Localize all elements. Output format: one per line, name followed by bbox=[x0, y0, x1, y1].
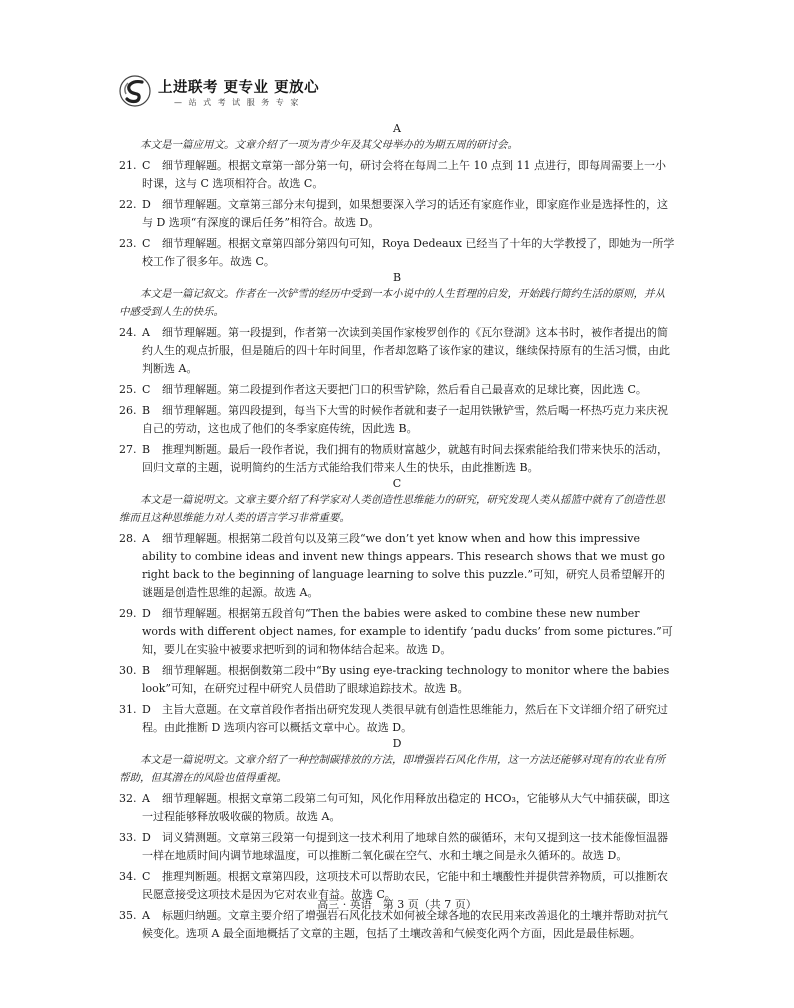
answer-item bbox=[119, 157, 675, 193]
answer-item bbox=[119, 381, 675, 399]
explanation-text: 细节理解题。根据文章第一部分第一句，研讨会将在每周二上午 10 点到 11 点进行，即每周需要上一小时课，这与 C 选项相符合。故选 C。 bbox=[142, 159, 666, 190]
explanation-text: 推理判断题。最后一段作者说，我们拥有的物质财富越少，就越有时间去探索能给我们带来快乐的活动，回归文章的主题，说明简约的生活方式能给我们带来人生的快乐，由此推断选 B。 bbox=[142, 443, 668, 474]
answer-letter: A bbox=[142, 326, 150, 339]
answer-item bbox=[119, 829, 675, 865]
answer-letter: A bbox=[142, 792, 150, 805]
question-number: 35. bbox=[119, 909, 137, 922]
question-number: 25. bbox=[119, 383, 137, 396]
page-header bbox=[118, 72, 418, 112]
answer-letter: A bbox=[142, 909, 150, 922]
section-intro: 本文是一篇记叙文。作者在一次铲雪的经历中受到一本小说中的人生哲理的启发，开始践行简约生活的原则，并从中感受到人生的快乐。 bbox=[119, 288, 665, 318]
question-number: 24. bbox=[119, 326, 137, 339]
explanation-text: 细节理解题。第四段提到，每当下大雪的时候作者就和妻子一起用铁锹铲雪，然后喝一杯热巧克力来庆祝自己的劳动，这也成了他们的冬季家庭传统，因此选 B。 bbox=[142, 404, 668, 435]
question-number: 34. bbox=[119, 870, 137, 883]
section-intro: 本文是一篇应用文。文章介绍了一项为青少年及其父母举办的为期五周的研讨会。 bbox=[140, 139, 518, 151]
answer-item bbox=[119, 324, 675, 378]
explanation-text: 细节理解题。根据文章第四部分第四句可知，Roya Dedeaux 已经当了十年的大学教授了，即她为一所学校工作了很多年。故选 C。 bbox=[142, 237, 675, 268]
question-number: 26. bbox=[119, 404, 137, 417]
answer-letter: D bbox=[142, 831, 151, 844]
section-letter: A bbox=[393, 122, 401, 135]
brand-slogan: — 站 式 考 试 服 务 专 家 bbox=[174, 98, 301, 107]
answer-letter: B bbox=[142, 404, 151, 417]
answer-letter: A bbox=[142, 532, 150, 545]
question-number: 32. bbox=[119, 792, 137, 805]
answer-letter: B bbox=[142, 443, 151, 456]
explanation-text: 细节理解题。第一段提到，作者第一次读到美国作家梭罗创作的《瓦尔登湖》这本书时，被作者提出的简约人生的观点折服，但是随后的四十年时间里，作者却忽略了该作家的建议，继续保持原有的生活习惯，由此判断选 A。 bbox=[142, 326, 670, 375]
explanation-text: 细节理解题。第二段提到作者这天要把门口的积雪铲除，然后看自己最喜欢的足球比赛，因此选 C。 bbox=[162, 383, 647, 396]
section-letter: C bbox=[392, 477, 402, 490]
explanation-text: 推理判断题。根据文章第四段，这项技术可以帮助农民，它能中和土壤酸性并提供营养物质，可以推断农民愿意接受这项技术是因为它对农业有益。故选 C。 bbox=[142, 870, 668, 901]
explanation-text: 词义猜测题。文章第三段第一句提到这一技术利用了地球自然的碳循环，末句又提到这一技术能像恒温器一样在地质时间内调节地球温度，可以推断二氧化碳在空气、水和土壤之间是永久循环的。故选 D。 bbox=[142, 831, 668, 862]
answer-item bbox=[119, 530, 675, 602]
question-number: 28. bbox=[119, 532, 137, 545]
section-intro: 本文是一篇说明文。文章介绍了一种控制碳排放的方法，即增强岩石风化作用，这一方法还能够对现有的农业有所帮助，但其潜在的风险也值得重视。 bbox=[119, 754, 665, 784]
answer-explanations bbox=[119, 122, 675, 943]
answer-item bbox=[119, 701, 675, 737]
explanation-text: 细节理解题。根据第二段首句以及第三段“we don’t yet know when and how this impressive ability to combine ideas and invent new things appears. This research shows that we must go right back to the beginning of language learning to solve this puzzle.”可知，研究人员希望解开的谜题是创造性思维的起源。故选 A。 bbox=[142, 532, 665, 599]
question-number: 30. bbox=[119, 664, 137, 677]
question-number: 22. bbox=[119, 198, 137, 211]
brand-name: 上进联考 更专业 更放心 bbox=[158, 80, 320, 96]
section-letter: B bbox=[392, 271, 402, 284]
answer-letter: C bbox=[142, 870, 151, 883]
answer-letter: D bbox=[142, 607, 151, 620]
answer-item bbox=[119, 441, 675, 477]
answer-letter: D bbox=[142, 198, 151, 211]
question-number: 27. bbox=[119, 443, 137, 456]
answer-item bbox=[119, 605, 675, 659]
answer-item bbox=[119, 907, 675, 943]
section-intro: 本文是一篇说明文。文章主要介绍了科学家对人类创造性思维能力的研究，研究发现人类从摇篮中就有了创造性思维而且这种思维能力对人类的语言学习非常重要。 bbox=[119, 494, 665, 524]
explanation-text: 细节理解题。根据文章第二段第二句可知，风化作用释放出稳定的 HCO₃，它能够从大气中捕获碳，即这一过程能够释放吸收碳的物质。故选 A。 bbox=[142, 792, 670, 823]
answer-item bbox=[119, 790, 675, 826]
question-number: 21. bbox=[119, 159, 137, 172]
explanation-text: 细节理解题。根据倒数第二段中“By using eye-tracking technology to monitor where the babies look”可知，在研究过程中研究人员借助了眼球追踪技术。故选 B。 bbox=[142, 664, 670, 695]
section-letter: D bbox=[392, 737, 402, 750]
explanation-text: 标题归纳题。文章主要介绍了增强岩石风化技术如何被全球各地的农民用来改善退化的土壤并帮助对抗气候变化。选项 A 最全面地概括了文章的主题，包括了土壤改善和气候变化两个方面，因此是最佳标题。 bbox=[142, 909, 668, 940]
answer-letter: C bbox=[142, 159, 151, 172]
answer-item bbox=[119, 402, 675, 438]
answer-letter: C bbox=[142, 383, 151, 396]
question-number: 31. bbox=[119, 703, 137, 716]
question-number: 23. bbox=[119, 237, 137, 250]
explanation-text: 细节理解题。根据第五段首句“Then the babies were asked to combine these new number words with different object names, for example to identify ‘padu ducks’ from some pictures.”可知，要儿在实验中被要求把听到的词和物体结合起来。故选 D。 bbox=[142, 607, 673, 656]
question-number: 29. bbox=[119, 607, 137, 620]
explanation-text: 细节理解题。文章第三部分末句提到，如果想要深入学习的话还有家庭作业，即家庭作业是选择性的，这与 D 选项“有深度的课后任务”相符合。故选 D。 bbox=[142, 198, 668, 229]
answer-item bbox=[119, 662, 675, 698]
logo-icon bbox=[118, 74, 152, 108]
question-number: 33. bbox=[119, 831, 137, 844]
page-footer: 高三 · 英语 第 3 页（共 7 页） bbox=[317, 898, 477, 911]
explanation-text: 主旨大意题。在文章首段作者指出研究发现人类很早就有创造性思维能力，然后在下文详细介绍了研究过程。由此推断 D 选项内容可以概括文章中心。故选 D。 bbox=[142, 703, 668, 734]
answer-letter: B bbox=[142, 664, 151, 677]
answer-item bbox=[119, 235, 675, 271]
answer-letter: D bbox=[142, 703, 151, 716]
answer-item bbox=[119, 196, 675, 232]
answer-letter: C bbox=[142, 237, 151, 250]
